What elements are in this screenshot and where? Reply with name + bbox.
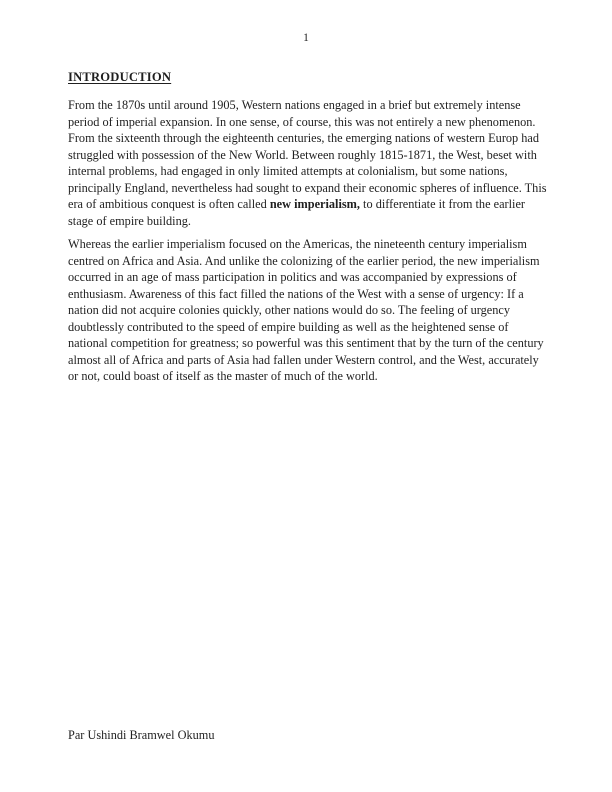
paragraph-1 [68,97,551,229]
section-heading [68,70,551,85]
document-body [68,70,551,392]
footer-author: Par Ushindi Bramwel Okumu [68,728,215,742]
paragraph-1-text-before-bold: From the 1870s until around 1905, Western nations engaged in a brief but extremely intense period of imperial expansion. In one sense, of course, this was not entirely a new phenomenon. From the sixteenth through the eighteenth centuries, the emerging nations of western Europ had struggled with possession of the New World. Between roughly 1815-1871, the West, beset with internal problems, had engaged in only limited attempts at colonialism, but some nations, principally England, nevertheless had sought to expand their economic spheres of influence. This era of ambitious conquest is often called [68,98,547,211]
section-heading-text: INTRODUCTION [68,70,172,84]
paragraph-1-text-after-bold: to differentiate it from the earlier stage of empire building. [68,197,526,228]
paragraph-2 [68,236,551,385]
paragraph-1-bold-phrase: new imperialism, [269,197,360,211]
page-number: 1 [303,32,309,44]
paragraph-2-text: Whereas the earlier imperialism focused on the Americas, the nineteenth century imperialism centred on Africa and Asia. And unlike the colonizing of the earlier period, the new imperialism occurred in an age of mass participation in politics and was accompanied by expressions of enthusiasm. Awareness of this fact filled the nations of the West with a sense of urgency: If a nation did not acquire colonies quickly, other nations would do so. The feeling of urgency doubtlessly contributed to the speed of empire building as well as the heightened sense of national competition for greatness; so powerful was this sentiment that by the turn of the century almost all of Africa and parts of Asia had fallen under Western control, and the West, accurately or not, could boast of itself as the master of much of the world. [68,237,544,383]
